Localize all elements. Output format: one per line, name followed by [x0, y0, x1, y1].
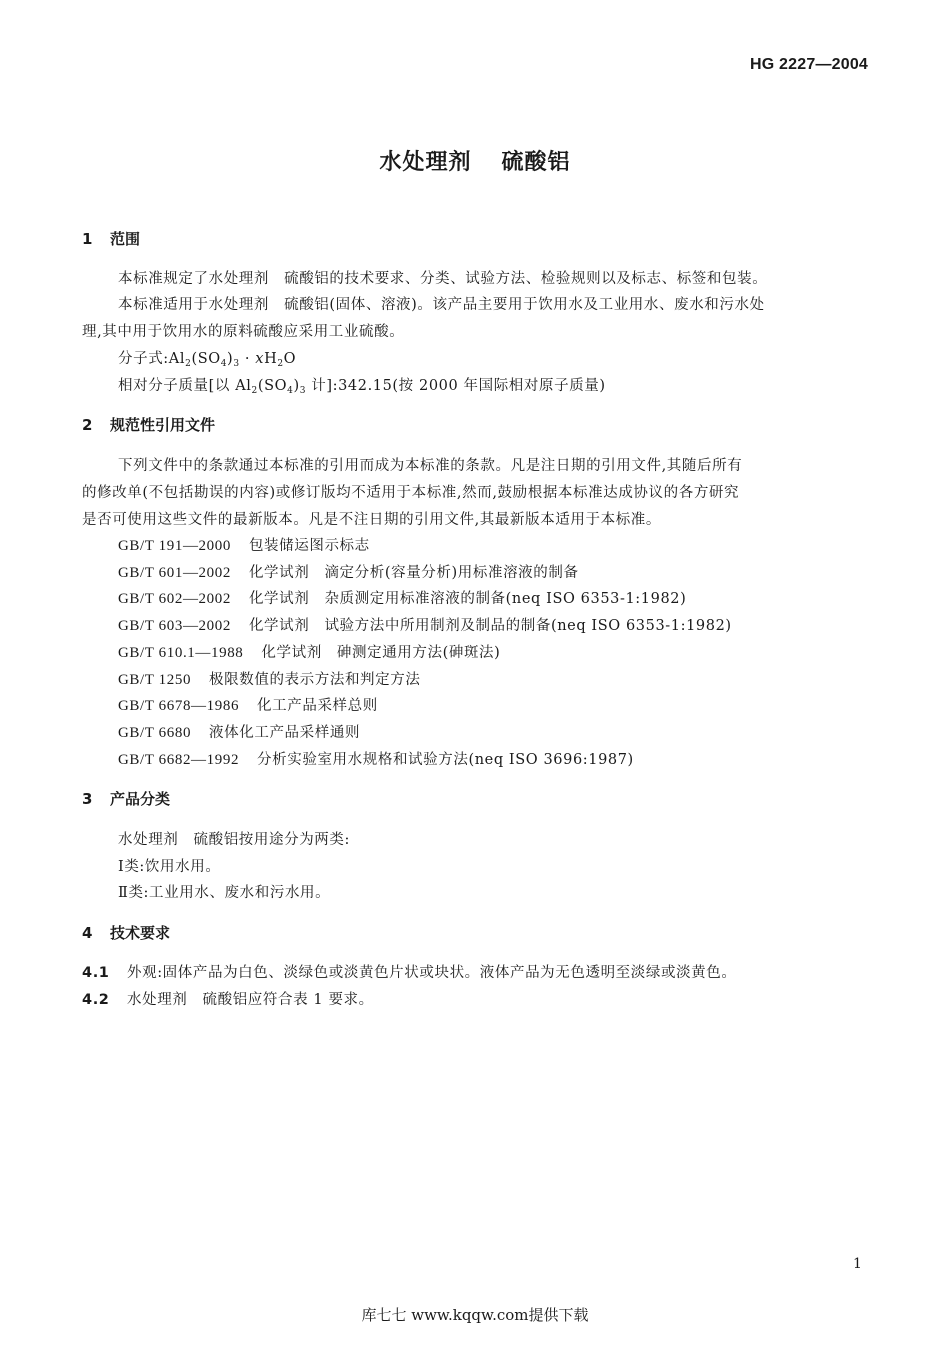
reference-title: 化学试剂 滴定分析(容量分析)用标准溶液的制备: [248, 565, 579, 581]
reference-title: 化工产品采样总则: [257, 698, 378, 714]
download-footer: 库七七 www.kqqw.com提供下载: [361, 1306, 589, 1324]
reference-title: 液体化工产品采样通则: [209, 725, 361, 741]
s3-class-2: Ⅱ类:工业用水、废水和污水用。: [118, 885, 331, 901]
s2-paragraph-1b: 的修改单(不包括勘误的内容)或修订版均不适用于本标准,然而,鼓励根据本标准达成协议的各方研究: [82, 485, 740, 501]
formula-label: 分子式:: [118, 351, 169, 367]
reference-code: GB/T 601—2002: [118, 565, 231, 581]
reference-code: GB/T 6682—1992: [118, 752, 240, 768]
section-title: 技术要求: [110, 924, 171, 942]
page-number: 1: [853, 1256, 862, 1272]
reference-item: [118, 614, 732, 635]
standard-code: HG 2227—2004: [750, 56, 869, 73]
reference-code: GB/T 6678—1986: [118, 698, 240, 714]
reference-item: [118, 641, 500, 662]
molecular-weight: [118, 374, 606, 396]
section-number: 4: [82, 924, 93, 942]
s2-paragraph-1c: 是否可使用这些文件的最新版本。凡是不注日期的引用文件,其最新版本适用于本标准。: [82, 512, 662, 528]
clause-number: 4.2: [82, 992, 110, 1008]
clause-4-1: [82, 961, 736, 982]
formula-expression: $Al_2(SO_4)_3 \cdot xH_2O$: [168, 351, 297, 369]
title-part1: 水处理剂: [379, 150, 472, 175]
s1-paragraph-2a: 本标准适用于水处理剂 硫酸铝(固体、溶液)。该产品主要用于饮用水及工业用水、废水和污水处: [118, 297, 765, 313]
section-2-heading: [82, 414, 215, 435]
s3-class-1: Ⅰ类:饮用水用。: [118, 859, 221, 875]
s3-paragraph-1: 水处理剂 硫酸铝按用途分为两类:: [118, 832, 350, 848]
section-title: 产品分类: [110, 790, 171, 808]
clause-number: 4.1: [82, 965, 110, 981]
clause-text: 水处理剂 硫酸铝应符合表 1 要求。: [127, 992, 374, 1008]
reference-code: GB/T 602—2002: [118, 591, 231, 607]
section-number: 1: [82, 230, 93, 248]
s2-paragraph-1a: 下列文件中的条款通过本标准的引用而成为本标准的条款。凡是注日期的引用文件,其随后所有: [118, 458, 743, 474]
reference-code: GB/T 1250: [118, 672, 192, 688]
mw-value: 计]:342.15(按 2000 年国际相对原子质量): [311, 378, 606, 394]
mw-label: 相对分子质量[以: [118, 378, 230, 394]
section-4-heading: [82, 922, 170, 943]
clause-text: 外观:固体产品为白色、淡绿色或淡黄色片状或块状。液体产品为无色透明至淡绿或淡黄色。: [127, 965, 737, 981]
reference-title: 化学试剂 杂质测定用标准溶液的制备(neq ISO 6353-1:1982): [248, 591, 687, 607]
reference-item: [118, 561, 579, 582]
s1-paragraph-2b: 理,其中用于饮用水的原料硫酸应采用工业硫酸。: [82, 324, 405, 340]
reference-code: GB/T 610.1—1988: [118, 645, 244, 661]
section-3-heading: [82, 788, 170, 809]
reference-code: GB/T 603—2002: [118, 618, 231, 634]
document-title: [0, 145, 950, 176]
reference-title: 极限数值的表示方法和判定方法: [209, 672, 421, 688]
molecular-formula: [118, 347, 296, 369]
clause-4-2: [82, 988, 374, 1009]
reference-item: [118, 587, 686, 608]
reference-item: [118, 668, 420, 689]
section-title: 规范性引用文件: [110, 416, 216, 434]
section-1-heading: [82, 228, 140, 249]
reference-title: 分析实验室用水规格和试验方法(neq ISO 3696:1987): [257, 752, 634, 768]
reference-code: GB/T 191—2000: [118, 538, 231, 554]
reference-title: 化学试剂 砷测定通用方法(砷斑法): [261, 645, 501, 661]
reference-item: [118, 694, 378, 715]
title-part2: 硫酸铝: [501, 150, 571, 175]
section-title: 范围: [110, 230, 141, 248]
reference-item: [118, 748, 634, 769]
reference-item: [118, 721, 360, 742]
reference-code: GB/T 6680: [118, 725, 192, 741]
section-number: 3: [82, 790, 93, 808]
mw-formula: $Al_2(SO_4)_3$: [235, 378, 307, 396]
s1-paragraph-1: 本标准规定了水处理剂 硫酸铝的技术要求、分类、试验方法、检验规则以及标志、标签和包装。: [118, 271, 768, 287]
reference-title: 化学试剂 试验方法中所用制剂及制品的制备(neq ISO 6353-1:1982): [248, 618, 732, 634]
reference-title: 包装储运图示标志: [248, 538, 370, 554]
section-number: 2: [82, 416, 93, 434]
reference-item: [118, 534, 370, 555]
